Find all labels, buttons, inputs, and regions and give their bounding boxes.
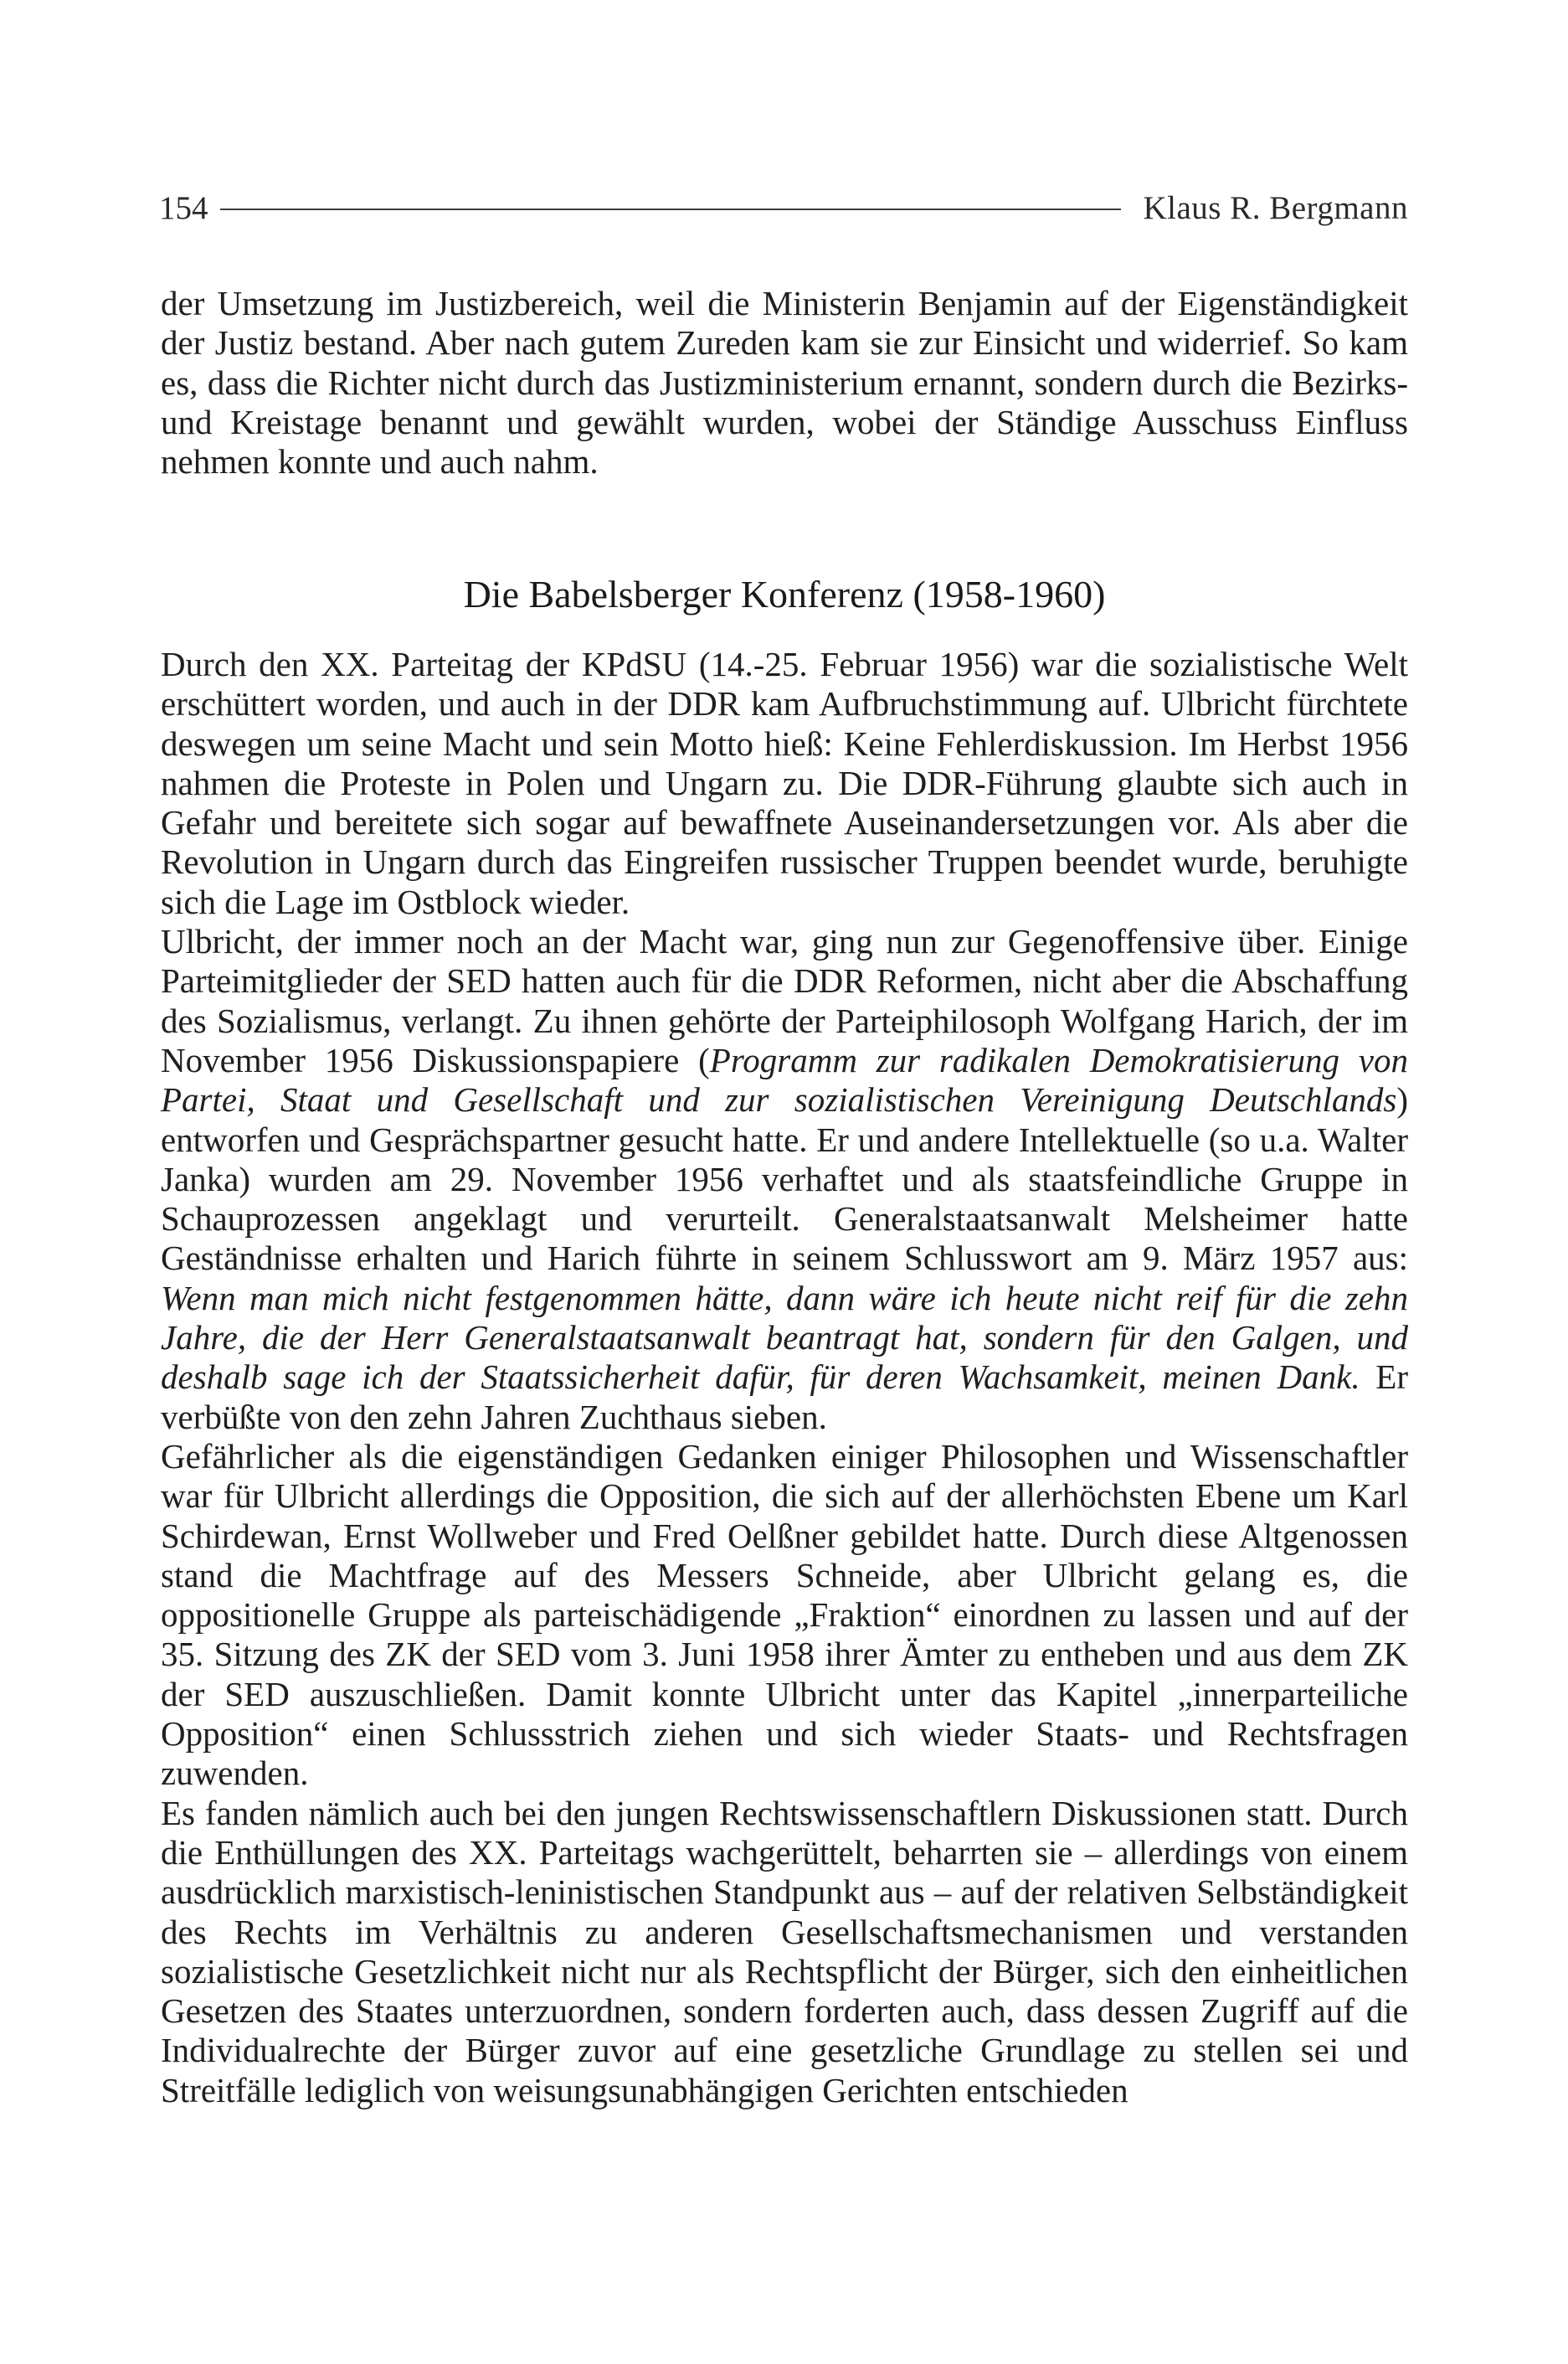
section-body	[161, 645, 1408, 2110]
intro-paragraph: der Umsetzung im Justizbereich, weil die Ministerin Benjamin auf der Eigenständigkeit der Justiz bestand. Aber nach gutem Zureden kam sie zur Einsicht und widerrief. So kam es, dass die Richter nicht durch das Justizministerium ernannt, sondern durch die Bezirks- und Kreistage benannt und gewählt wurden, wobei der Ständige Ausschuss Einfluss nehmen konnte und auch nahm.	[161, 284, 1408, 482]
paragraph-opposition: Gefährlicher als die eigenständigen Gedanken einiger Philosophen und Wissenschaftler war für Ulbricht allerdings die Opposition, die sich auf der allerhöchsten Ebene um Karl Schirdewan, Ernst Wollweber und Fred Oelßner gebildet hatte. Durch diese Altgenossen stand die Machtfrage auf des Messers Schneide, aber Ulbricht gelang es, die oppositionelle Gruppe als parteischädigende „Fraktion“ einordnen zu lassen und auf der 35. Sitzung des ZK der SED vom 3. Juni 1958 ihrer Ämter zu entheben und aus dem ZK der SED auszuschließen. Damit konnte Ulbricht unter das Kapitel „innerparteiliche Opposition“ einen Schlussstrich ziehen und sich wieder Staats- und Rechtsfragen zuwenden.	[161, 1436, 1408, 1793]
paragraph-harich	[161, 922, 1408, 1437]
harich-closing-quote: Wenn man mich nicht festgenommen hätte, dann wäre ich heute nicht reif für die zehn Jahre, die der Herr Generalstaatsanwalt beantragt hat, sondern für den Galgen, und deshalb sage ich der Staatssicherheit dafür, für deren Wachsamkeit, meinen Dank.	[161, 1278, 1408, 1397]
page-number: 154	[159, 189, 208, 226]
running-head-author: Klaus R. Bergmann	[1143, 189, 1408, 226]
paragraph-harich-text-3: Er verbüßte von den zehn Jahren Zuchthaus sieben.	[161, 1357, 1408, 1436]
intro-text	[161, 284, 1408, 482]
running-head	[159, 183, 1408, 233]
paragraph-parteitag: Durch den XX. Parteitag der KPdSU (14.-25. Februar 1956) war die sozialistische Welt erschüttert worden, und auch in der DDR kam Aufbruchstimmung auf. Ulbricht fürchtete deswegen um seine Macht und sein Motto hieß: Keine Fehlerdiskussion. Im Herbst 1956 nahmen die Proteste in Polen und Ungarn zu. Die DDR-Führung glaubte sich auch in Gefahr und bereitete sich sogar auf bewaffnete Auseinandersetzungen vor. Als aber die Revolution in Ungarn durch das Eingreifen russischer Truppen beendet wurde, beruhigte sich die Lage im Ostblock wieder.	[161, 645, 1408, 921]
section-heading: Die Babelsberger Konferenz (1958-1960)	[463, 573, 1106, 615]
harich-paper-title: Programm zur radikalen Demokratisierung von Partei, Staat und Gesellschaft und zur sozialistischen Vereinigung Deutschlands	[161, 1040, 1408, 1120]
paragraph-harich-text-1: Ulbricht, der immer noch an der Macht war, ging nun zur Gegenoffensive über. Einige Parteimitglieder der SED hatten auch für die DDR Reformen, nicht aber die Abschaffung des Sozialismus, verlangt. Zu ihnen gehörte der Parteiphilosoph Wolfgang Harich, der im November 1956 Diskussionspapiere (	[161, 922, 1408, 1079]
paragraph-harich-text-2: ) entworfen und Gesprächspartner gesucht hatte. Er und andere Intellektuelle (so u.a. Walter Janka) wurden am 29. November 1956 verhaftet und als staatsfeindliche Gruppe in Schauprozessen angeklagt und verurteilt. Generalstaatsanwalt Melsheimer hatte Geständnisse erhalten und Harich führte in seinem Schlusswort am 9. März 1957 aus:	[161, 1080, 1408, 1278]
paragraph-rechtswissenschaftler: Es fanden nämlich auch bei den jungen Rechtswissenschaftlern Diskussionen statt. Durch die Enthüllungen des XX. Parteitags wachgerüttelt, beharrten sie – allerdings von einem ausdrücklich marxistisch-leninistischen Standpunkt aus – auf der relativen Selbständigkeit des Rechts im Verhältnis zu anderen Gesellschaftsmechanismen und verstanden sozialistische Gesetzlichkeit nicht nur als Rechtspflicht der Bürger, sich den einheitlichen Gesetzen des Staates unterzuordnen, sondern forderten auch, dass dessen Zugriff auf die Individualrechte der Bürger zuvor auf eine gesetzliche Grundlage zu stellen sei und Streitfälle lediglich von weisungsunabhängigen Gerichten entschieden	[161, 1793, 1408, 2109]
header-rule	[220, 209, 1122, 210]
